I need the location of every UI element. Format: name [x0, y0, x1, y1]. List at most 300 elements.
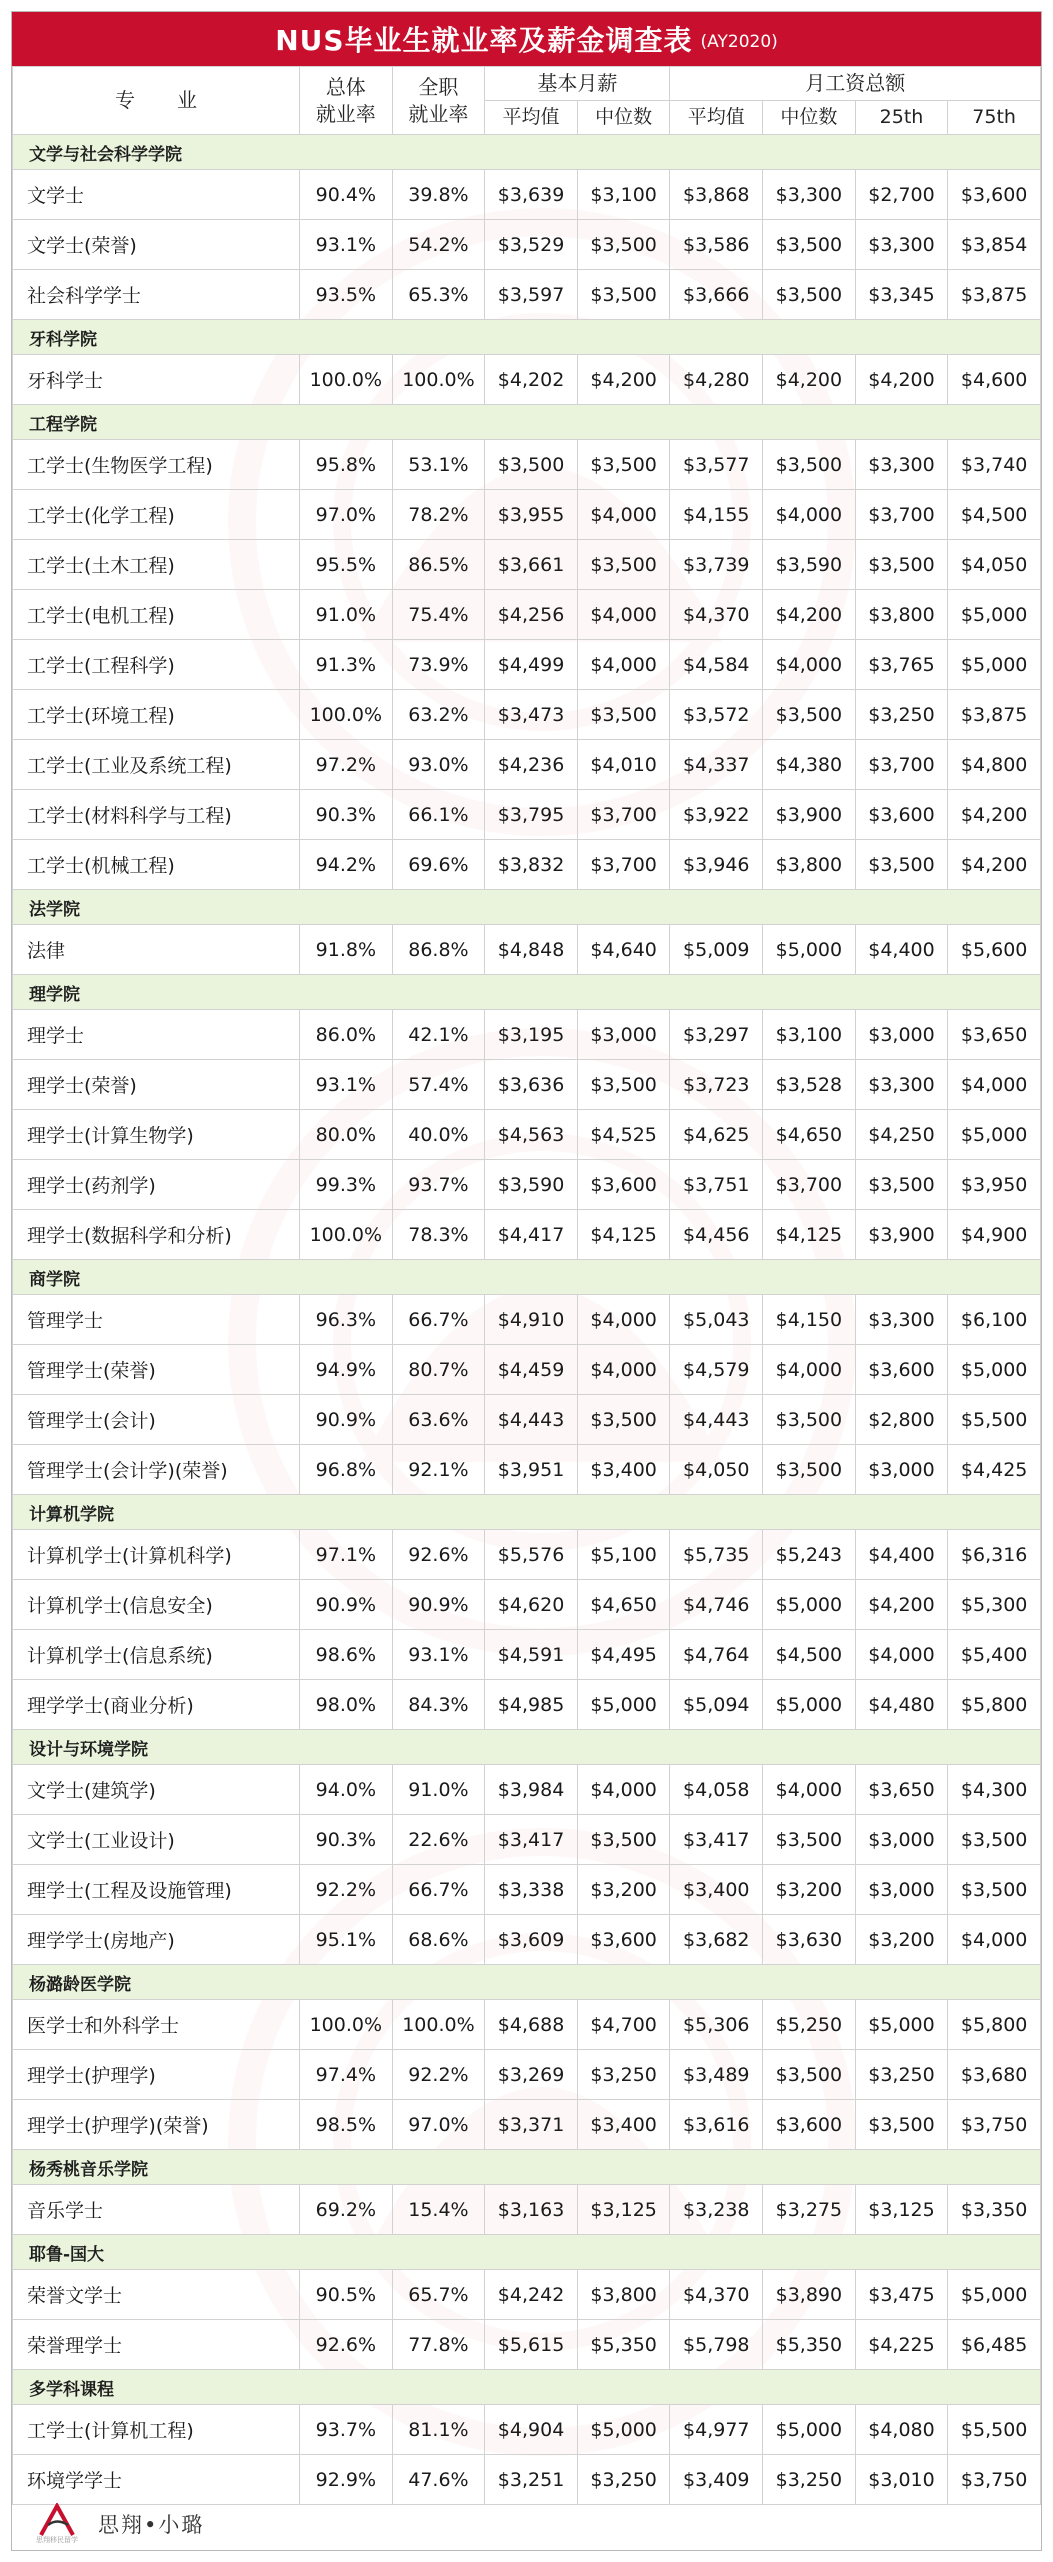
- section-title: 工程学院: [13, 405, 1041, 440]
- cell-fulltime-employment: 63.2%: [392, 690, 485, 740]
- cell-gross-mean: $3,868: [670, 170, 763, 220]
- cell-basic-median: $3,500: [577, 690, 670, 740]
- cell-major: 环境学学士: [13, 2455, 300, 2505]
- cell-major: 理学士(工程及设施管理): [13, 1865, 300, 1915]
- section-row: [13, 2150, 1041, 2185]
- cell-gross-mean: $3,666: [670, 270, 763, 320]
- cell-basic-mean: $3,590: [485, 1160, 578, 1210]
- table-row: [13, 2050, 1041, 2100]
- table-row: [13, 2455, 1041, 2505]
- table-row: [13, 270, 1041, 320]
- cell-gross-mean: $4,050: [670, 1445, 763, 1495]
- cell-overall-employment: 95.8%: [300, 440, 393, 490]
- cell-fulltime-employment: 53.1%: [392, 440, 485, 490]
- cell-gross-median: $3,500: [763, 1445, 856, 1495]
- section-row: [13, 135, 1041, 170]
- section-title: 设计与环境学院: [13, 1730, 1041, 1765]
- cell-fulltime-employment: 92.2%: [392, 2050, 485, 2100]
- table-row: [13, 1395, 1041, 1445]
- cell-basic-median: $3,000: [577, 1010, 670, 1060]
- cell-gross-25th: $3,700: [855, 740, 948, 790]
- cell-fulltime-employment: 22.6%: [392, 1815, 485, 1865]
- section-title: 耶鲁-国大: [13, 2235, 1041, 2270]
- cell-basic-mean: $4,256: [485, 590, 578, 640]
- cell-gross-mean: $5,009: [670, 925, 763, 975]
- cell-major: 理学士(荣誉): [13, 1060, 300, 1110]
- cell-overall-employment: 97.2%: [300, 740, 393, 790]
- cell-gross-75th: $5,600: [948, 925, 1041, 975]
- section-row: [13, 975, 1041, 1010]
- table-row: [13, 1345, 1041, 1395]
- cell-gross-75th: $6,485: [948, 2320, 1041, 2370]
- cell-basic-mean: $4,417: [485, 1210, 578, 1260]
- cell-gross-75th: $3,500: [948, 1865, 1041, 1915]
- cell-basic-mean: $3,636: [485, 1060, 578, 1110]
- salary-report-frame: [11, 11, 1042, 2551]
- cell-gross-25th: $3,250: [855, 690, 948, 740]
- cell-basic-median: $3,100: [577, 170, 670, 220]
- cell-basic-mean: $3,529: [485, 220, 578, 270]
- cell-fulltime-employment: 78.2%: [392, 490, 485, 540]
- cell-major: 工学士(土木工程): [13, 540, 300, 590]
- cell-fulltime-employment: 86.8%: [392, 925, 485, 975]
- cell-basic-median: $3,500: [577, 220, 670, 270]
- section-title: 多学科课程: [13, 2370, 1041, 2405]
- cell-gross-median: $3,590: [763, 540, 856, 590]
- table-row: [13, 1815, 1041, 1865]
- cell-gross-75th: $3,854: [948, 220, 1041, 270]
- cell-gross-25th: $3,475: [855, 2270, 948, 2320]
- cell-gross-mean: $3,417: [670, 1815, 763, 1865]
- header-gross-mean: 平均值: [670, 101, 763, 135]
- cell-major: 文学士(荣誉): [13, 220, 300, 270]
- cell-gross-median: $3,500: [763, 2050, 856, 2100]
- cell-gross-25th: $4,400: [855, 925, 948, 975]
- header-major: 专业: [13, 67, 300, 135]
- cell-gross-75th: $3,500: [948, 1815, 1041, 1865]
- cell-major: 理学学士(商业分析): [13, 1680, 300, 1730]
- cell-major: 工学士(材料科学与工程): [13, 790, 300, 840]
- cell-basic-mean: $3,269: [485, 2050, 578, 2100]
- cell-gross-75th: $3,350: [948, 2185, 1041, 2235]
- cell-overall-employment: 95.1%: [300, 1915, 393, 1965]
- cell-gross-median: $3,700: [763, 1160, 856, 1210]
- cell-major: 荣誉理学士: [13, 2320, 300, 2370]
- table-row: [13, 2405, 1041, 2455]
- cell-fulltime-employment: 86.5%: [392, 540, 485, 590]
- cell-overall-employment: 90.3%: [300, 790, 393, 840]
- cell-overall-employment: 99.3%: [300, 1160, 393, 1210]
- cell-overall-employment: 93.1%: [300, 220, 393, 270]
- table-row: [13, 1765, 1041, 1815]
- cell-fulltime-employment: 54.2%: [392, 220, 485, 270]
- cell-major: 计算机学士(信息安全): [13, 1580, 300, 1630]
- cell-gross-25th: $4,200: [855, 355, 948, 405]
- cell-major: 法律: [13, 925, 300, 975]
- cell-basic-median: $3,400: [577, 2100, 670, 2150]
- cell-gross-mean: $4,155: [670, 490, 763, 540]
- cell-major: 管理学士(会计): [13, 1395, 300, 1445]
- cell-fulltime-employment: 69.6%: [392, 840, 485, 890]
- cell-overall-employment: 90.4%: [300, 170, 393, 220]
- cell-gross-25th: $2,800: [855, 1395, 948, 1445]
- cell-gross-median: $3,500: [763, 690, 856, 740]
- cell-gross-median: $5,000: [763, 925, 856, 975]
- cell-major: 医学士和外科学士: [13, 2000, 300, 2050]
- cell-fulltime-employment: 65.3%: [392, 270, 485, 320]
- table-row: [13, 1580, 1041, 1630]
- cell-basic-median: $4,200: [577, 355, 670, 405]
- cell-gross-mean: $3,238: [670, 2185, 763, 2235]
- cell-gross-median: $4,500: [763, 1630, 856, 1680]
- cell-gross-75th: $4,600: [948, 355, 1041, 405]
- cell-basic-mean: $5,576: [485, 1530, 578, 1580]
- cell-gross-mean: $3,922: [670, 790, 763, 840]
- cell-basic-mean: $3,609: [485, 1915, 578, 1965]
- cell-basic-median: $4,495: [577, 1630, 670, 1680]
- header-gross-median: 中位数: [763, 101, 856, 135]
- cell-major: 理学士(数据科学和分析): [13, 1210, 300, 1260]
- cell-overall-employment: 90.3%: [300, 1815, 393, 1865]
- cell-major: 计算机学士(信息系统): [13, 1630, 300, 1680]
- cell-major: 工学士(计算机工程): [13, 2405, 300, 2455]
- cell-fulltime-employment: 91.0%: [392, 1765, 485, 1815]
- cell-fulltime-employment: 57.4%: [392, 1060, 485, 1110]
- cell-fulltime-employment: 66.1%: [392, 790, 485, 840]
- cell-overall-employment: 94.0%: [300, 1765, 393, 1815]
- cell-basic-median: $4,640: [577, 925, 670, 975]
- cell-gross-median: $4,200: [763, 590, 856, 640]
- table-row: [13, 2000, 1041, 2050]
- cell-gross-median: $3,890: [763, 2270, 856, 2320]
- cell-basic-mean: $5,615: [485, 2320, 578, 2370]
- header-basic-salary: 基本月薪: [485, 67, 670, 101]
- cell-fulltime-employment: 15.4%: [392, 2185, 485, 2235]
- cell-gross-25th: $3,765: [855, 640, 948, 690]
- cell-fulltime-employment: 68.6%: [392, 1915, 485, 1965]
- cell-gross-25th: $3,800: [855, 590, 948, 640]
- cell-gross-median: $3,275: [763, 2185, 856, 2235]
- cell-basic-median: $4,000: [577, 1345, 670, 1395]
- cell-gross-75th: $5,000: [948, 2270, 1041, 2320]
- cell-gross-75th: $5,800: [948, 2000, 1041, 2050]
- cell-overall-employment: 80.0%: [300, 1110, 393, 1160]
- cell-gross-25th: $4,400: [855, 1530, 948, 1580]
- cell-major: 管理学士(会计学)(荣誉): [13, 1445, 300, 1495]
- section-row: [13, 320, 1041, 355]
- cell-gross-25th: $4,080: [855, 2405, 948, 2455]
- cell-overall-employment: 86.0%: [300, 1010, 393, 1060]
- cell-overall-employment: 90.5%: [300, 2270, 393, 2320]
- cell-gross-75th: $5,400: [948, 1630, 1041, 1680]
- cell-basic-mean: $3,371: [485, 2100, 578, 2150]
- cell-basic-median: $3,500: [577, 540, 670, 590]
- cell-gross-75th: $3,875: [948, 690, 1041, 740]
- table-row: [13, 1010, 1041, 1060]
- cell-overall-employment: 91.8%: [300, 925, 393, 975]
- cell-major: 工学士(电机工程): [13, 590, 300, 640]
- cell-basic-median: $3,600: [577, 1915, 670, 1965]
- cell-fulltime-employment: 90.9%: [392, 1580, 485, 1630]
- cell-overall-employment: 94.9%: [300, 1345, 393, 1395]
- cell-basic-mean: $3,832: [485, 840, 578, 890]
- cell-gross-75th: $6,100: [948, 1295, 1041, 1345]
- cell-basic-median: $5,100: [577, 1530, 670, 1580]
- table-row: [13, 590, 1041, 640]
- cell-basic-median: $4,650: [577, 1580, 670, 1630]
- cell-basic-median: $3,200: [577, 1865, 670, 1915]
- cell-overall-employment: 92.9%: [300, 2455, 393, 2505]
- cell-basic-mean: $4,688: [485, 2000, 578, 2050]
- cell-gross-median: $4,000: [763, 1765, 856, 1815]
- cell-gross-75th: $3,680: [948, 2050, 1041, 2100]
- cell-gross-25th: $3,125: [855, 2185, 948, 2235]
- cell-gross-25th: $3,000: [855, 1865, 948, 1915]
- cell-basic-mean: $4,985: [485, 1680, 578, 1730]
- table-row: [13, 2320, 1041, 2370]
- cell-gross-median: $3,528: [763, 1060, 856, 1110]
- cell-overall-employment: 94.2%: [300, 840, 393, 890]
- cell-gross-25th: $5,000: [855, 2000, 948, 2050]
- section-title: 法学院: [13, 890, 1041, 925]
- cell-overall-employment: 100.0%: [300, 2000, 393, 2050]
- header-fulltime-employment: 全职 就业率: [392, 67, 485, 135]
- table-row: [13, 1630, 1041, 1680]
- cell-basic-mean: $4,202: [485, 355, 578, 405]
- cell-gross-75th: $5,500: [948, 1395, 1041, 1445]
- cell-gross-median: $4,200: [763, 355, 856, 405]
- cell-gross-25th: $3,300: [855, 220, 948, 270]
- cell-gross-mean: $4,370: [670, 2270, 763, 2320]
- cell-gross-median: $4,125: [763, 1210, 856, 1260]
- cell-fulltime-employment: 92.6%: [392, 1530, 485, 1580]
- cell-basic-median: $5,000: [577, 2405, 670, 2455]
- cell-gross-median: $5,000: [763, 2405, 856, 2455]
- cell-basic-median: $4,000: [577, 590, 670, 640]
- table-row: [13, 1160, 1041, 1210]
- cell-major: 文学士: [13, 170, 300, 220]
- cell-gross-median: $4,000: [763, 640, 856, 690]
- table-row: [13, 1060, 1041, 1110]
- brand-logo: [30, 2502, 84, 2546]
- cell-basic-mean: $4,242: [485, 2270, 578, 2320]
- cell-gross-median: $3,250: [763, 2455, 856, 2505]
- cell-major: 荣誉文学士: [13, 2270, 300, 2320]
- salary-table: [12, 66, 1041, 2505]
- cell-major: 理学士(药剂学): [13, 1160, 300, 1210]
- cell-overall-employment: 100.0%: [300, 355, 393, 405]
- cell-major: 理学士(护理学): [13, 2050, 300, 2100]
- cell-basic-median: $3,500: [577, 1815, 670, 1865]
- cell-gross-25th: $4,250: [855, 1110, 948, 1160]
- section-row: [13, 1260, 1041, 1295]
- cell-overall-employment: 98.0%: [300, 1680, 393, 1730]
- cell-gross-75th: $3,750: [948, 2100, 1041, 2150]
- cell-basic-median: $3,500: [577, 1060, 670, 1110]
- cell-fulltime-employment: 93.0%: [392, 740, 485, 790]
- cell-gross-25th: $3,000: [855, 1815, 948, 1865]
- cell-gross-median: $3,600: [763, 2100, 856, 2150]
- cell-overall-employment: 90.9%: [300, 1395, 393, 1445]
- cell-gross-mean: $3,751: [670, 1160, 763, 1210]
- cell-gross-75th: $3,950: [948, 1160, 1041, 1210]
- cell-basic-median: $3,250: [577, 2455, 670, 2505]
- cell-gross-mean: $3,723: [670, 1060, 763, 1110]
- section-row: [13, 1495, 1041, 1530]
- cell-basic-median: $3,250: [577, 2050, 670, 2100]
- cell-fulltime-employment: 100.0%: [392, 2000, 485, 2050]
- cell-major: 文学士(工业设计): [13, 1815, 300, 1865]
- cell-gross-mean: $4,456: [670, 1210, 763, 1260]
- cell-gross-75th: $4,800: [948, 740, 1041, 790]
- cell-gross-25th: $4,480: [855, 1680, 948, 1730]
- cell-gross-median: $3,100: [763, 1010, 856, 1060]
- cell-basic-mean: $4,910: [485, 1295, 578, 1345]
- header-gross-25th: 25th: [855, 101, 948, 135]
- section-row: [13, 1730, 1041, 1765]
- cell-gross-75th: $3,750: [948, 2455, 1041, 2505]
- cell-gross-mean: $3,946: [670, 840, 763, 890]
- cell-overall-employment: 90.9%: [300, 1580, 393, 1630]
- cell-fulltime-employment: 84.3%: [392, 1680, 485, 1730]
- cell-gross-25th: $3,000: [855, 1445, 948, 1495]
- header-basic-mean: 平均值: [485, 101, 578, 135]
- table-row: [13, 2185, 1041, 2235]
- table-row: [13, 840, 1041, 890]
- cell-gross-mean: $3,682: [670, 1915, 763, 1965]
- cell-basic-mean: $3,984: [485, 1765, 578, 1815]
- cell-major: 牙科学士: [13, 355, 300, 405]
- cell-gross-mean: $4,579: [670, 1345, 763, 1395]
- table-row: [13, 740, 1041, 790]
- cell-basic-median: $3,500: [577, 1395, 670, 1445]
- cell-gross-median: $3,800: [763, 840, 856, 890]
- cell-fulltime-employment: 78.3%: [392, 1210, 485, 1260]
- cell-overall-employment: 69.2%: [300, 2185, 393, 2235]
- cell-basic-median: $3,500: [577, 270, 670, 320]
- cell-fulltime-employment: 66.7%: [392, 1865, 485, 1915]
- cell-major: 文学士(建筑学): [13, 1765, 300, 1815]
- cell-fulltime-employment: 39.8%: [392, 170, 485, 220]
- cell-gross-median: $5,250: [763, 2000, 856, 2050]
- cell-gross-mean: $4,584: [670, 640, 763, 690]
- cell-gross-75th: $5,000: [948, 1345, 1041, 1395]
- cell-gross-25th: $3,500: [855, 1160, 948, 1210]
- cell-gross-median: $5,350: [763, 2320, 856, 2370]
- cell-basic-mean: $3,639: [485, 170, 578, 220]
- cell-basic-mean: $4,459: [485, 1345, 578, 1395]
- cell-gross-25th: $3,250: [855, 2050, 948, 2100]
- cell-fulltime-employment: 77.8%: [392, 2320, 485, 2370]
- cell-basic-median: $3,500: [577, 440, 670, 490]
- table-row: [13, 2100, 1041, 2150]
- cell-gross-mean: $4,370: [670, 590, 763, 640]
- cell-basic-median: $3,600: [577, 1160, 670, 1210]
- cell-gross-median: $4,000: [763, 1345, 856, 1395]
- cell-major: 工学士(化学工程): [13, 490, 300, 540]
- cell-gross-mean: $4,764: [670, 1630, 763, 1680]
- cell-gross-median: $3,630: [763, 1915, 856, 1965]
- cell-gross-mean: $4,337: [670, 740, 763, 790]
- table-row: [13, 1680, 1041, 1730]
- table-row: [13, 540, 1041, 590]
- cell-gross-75th: $4,050: [948, 540, 1041, 590]
- cell-gross-25th: $4,000: [855, 1630, 948, 1680]
- cell-major: 理学学士(房地产): [13, 1915, 300, 1965]
- cell-gross-25th: $3,300: [855, 1060, 948, 1110]
- cell-fulltime-employment: 80.7%: [392, 1345, 485, 1395]
- logo-tagline: 思翔移民留学: [36, 2536, 78, 2544]
- cell-gross-mean: $5,798: [670, 2320, 763, 2370]
- cell-gross-25th: $2,700: [855, 170, 948, 220]
- cell-gross-75th: $4,900: [948, 1210, 1041, 1260]
- cell-gross-mean: $3,409: [670, 2455, 763, 2505]
- cell-basic-mean: $4,499: [485, 640, 578, 690]
- cell-overall-employment: 91.0%: [300, 590, 393, 640]
- cell-gross-75th: $3,600: [948, 170, 1041, 220]
- cell-gross-75th: $5,500: [948, 2405, 1041, 2455]
- cell-gross-mean: $4,746: [670, 1580, 763, 1630]
- cell-overall-employment: 96.8%: [300, 1445, 393, 1495]
- table-row: [13, 490, 1041, 540]
- cell-gross-25th: $3,345: [855, 270, 948, 320]
- cell-gross-75th: $4,300: [948, 1765, 1041, 1815]
- table-row: [13, 1530, 1041, 1580]
- cell-gross-mean: $3,489: [670, 2050, 763, 2100]
- cell-basic-mean: $3,163: [485, 2185, 578, 2235]
- cell-basic-mean: $4,563: [485, 1110, 578, 1160]
- cell-major: 工学士(环境工程): [13, 690, 300, 740]
- cell-basic-mean: $3,795: [485, 790, 578, 840]
- cell-major: 理学士: [13, 1010, 300, 1060]
- cell-major: 工学士(机械工程): [13, 840, 300, 890]
- cell-fulltime-employment: 65.7%: [392, 2270, 485, 2320]
- table-header: [13, 67, 1041, 135]
- cell-major: 理学士(护理学)(荣誉): [13, 2100, 300, 2150]
- cell-fulltime-employment: 63.6%: [392, 1395, 485, 1445]
- cell-basic-median: $4,700: [577, 2000, 670, 2050]
- cell-gross-25th: $3,600: [855, 1345, 948, 1395]
- cell-fulltime-employment: 47.6%: [392, 2455, 485, 2505]
- cell-gross-median: $3,500: [763, 220, 856, 270]
- cell-gross-mean: $4,625: [670, 1110, 763, 1160]
- cell-major: 工学士(生物医学工程): [13, 440, 300, 490]
- cell-gross-75th: $4,200: [948, 840, 1041, 890]
- cell-gross-25th: $3,700: [855, 490, 948, 540]
- cell-gross-25th: $3,300: [855, 440, 948, 490]
- cell-fulltime-employment: 97.0%: [392, 2100, 485, 2150]
- table-row: [13, 2270, 1041, 2320]
- cell-basic-mean: $4,591: [485, 1630, 578, 1680]
- section-title: 理学院: [13, 975, 1041, 1010]
- cell-gross-median: $5,000: [763, 1680, 856, 1730]
- cell-gross-mean: $3,297: [670, 1010, 763, 1060]
- cell-gross-75th: $3,650: [948, 1010, 1041, 1060]
- header-gross-75th: 75th: [948, 101, 1041, 135]
- cell-basic-median: $4,000: [577, 640, 670, 690]
- cell-gross-mean: $5,306: [670, 2000, 763, 2050]
- cell-basic-mean: $3,955: [485, 490, 578, 540]
- cell-fulltime-employment: 42.1%: [392, 1010, 485, 1060]
- cell-fulltime-employment: 100.0%: [392, 355, 485, 405]
- cell-gross-75th: $6,316: [948, 1530, 1041, 1580]
- cell-basic-median: $3,800: [577, 2270, 670, 2320]
- cell-basic-median: $4,525: [577, 1110, 670, 1160]
- cell-gross-25th: $3,650: [855, 1765, 948, 1815]
- cell-overall-employment: 91.3%: [300, 640, 393, 690]
- cell-overall-employment: 97.0%: [300, 490, 393, 540]
- cell-major: 计算机学士(计算机科学): [13, 1530, 300, 1580]
